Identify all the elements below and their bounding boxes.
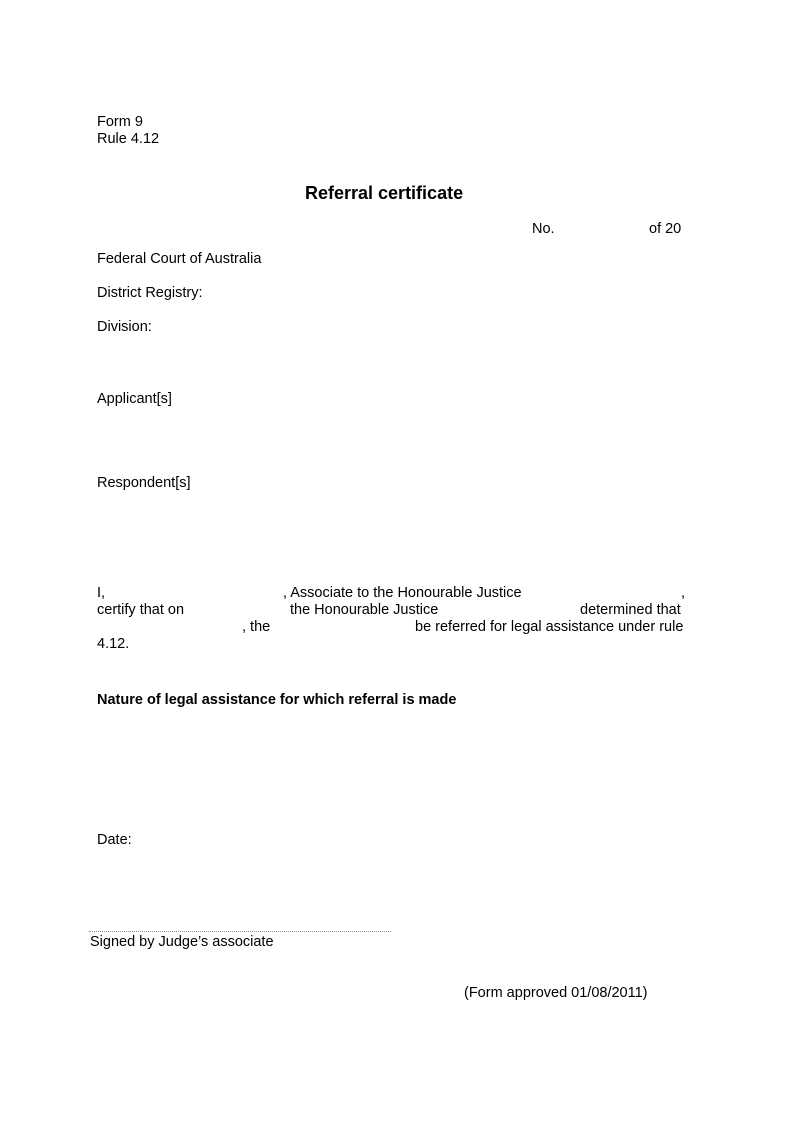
cert-line3-part2: be referred for legal assistance under rule <box>415 619 684 635</box>
nature-heading: Nature of legal assistance for which referral is made <box>97 692 457 708</box>
case-year-label: of 20 <box>649 221 682 237</box>
cert-line1-part1: I, <box>97 585 106 601</box>
case-no-label: No. <box>532 221 555 237</box>
date-label: Date: <box>97 832 132 848</box>
cert-line2-part1: certify that on <box>97 602 185 618</box>
respondent-label: Respondent[s] <box>97 475 191 491</box>
form-approved-footer: (Form approved 01/08/2011) <box>464 985 648 1001</box>
court-name: Federal Court of Australia <box>97 251 262 267</box>
signature-line <box>89 931 391 932</box>
cert-line2-part3: determined that <box>580 602 681 618</box>
signature-label: Signed by Judge’s associate <box>90 934 274 950</box>
page-title: Referral certificate <box>305 183 464 203</box>
cert-line4: 4.12. <box>97 636 130 652</box>
division-label: Division: <box>97 319 152 335</box>
cert-line1-part2: , Associate to the Honourable Justice <box>283 585 522 601</box>
cert-line1-part3: , <box>681 585 686 601</box>
cert-line3-part1: , the <box>242 619 271 635</box>
rule-number: Rule 4.12 <box>97 131 160 147</box>
cert-line2-part2: the Honourable Justice <box>290 602 439 618</box>
form-number: Form 9 <box>97 114 143 130</box>
applicant-label: Applicant[s] <box>97 391 172 407</box>
district-registry-label: District Registry: <box>97 285 203 301</box>
